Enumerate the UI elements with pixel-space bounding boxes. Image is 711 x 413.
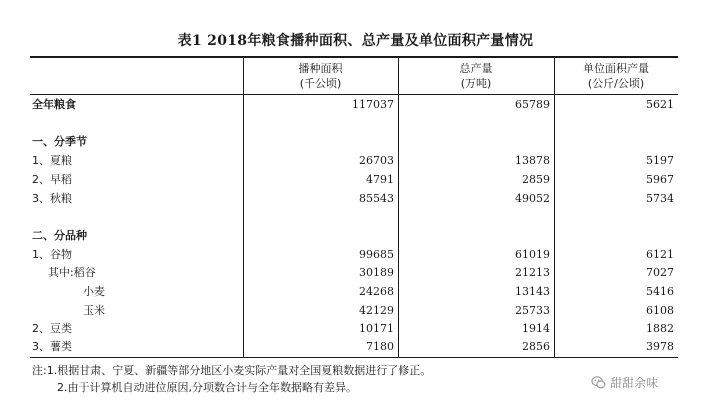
section-row [32, 227, 676, 245]
header-unit: (千公顷) [299, 77, 342, 90]
cell-total-output: 65789 [515, 98, 550, 111]
cell-yield: 1882 [646, 322, 674, 335]
table-row [32, 246, 676, 264]
section-label: 一、分季节 [32, 135, 87, 148]
cell-sown-area: 24268 [359, 285, 394, 298]
table-row [32, 302, 676, 320]
header-name: 播种面积 [298, 62, 343, 75]
cell-yield: 6121 [646, 248, 674, 261]
watermark [591, 374, 658, 391]
cell-sown-area: 30189 [359, 266, 394, 279]
row-label: 3、秋粮 [32, 192, 72, 205]
cell-total-output: 2859 [522, 173, 550, 186]
cell-yield: 5621 [646, 98, 674, 111]
cell-sown-area: 4791 [366, 173, 394, 186]
header-name: 总产量 [459, 62, 493, 75]
section-label: 二、分品种 [32, 229, 87, 242]
header-unit: (万吨) [460, 77, 492, 90]
cell-yield: 5197 [646, 154, 674, 167]
header-yield [554, 61, 678, 93]
header-unit: (公斤/公顷) [587, 77, 645, 90]
footnote-1: 注:1.根据甘肃、宁夏、新疆等部分地区小麦实际产量对全国夏粮数据进行了修正。 [32, 364, 432, 377]
top-rule [30, 56, 678, 58]
row-label: 玉米 [83, 304, 105, 317]
cell-sown-area: 42129 [359, 304, 394, 317]
table-row [32, 96, 676, 114]
header-rule [30, 94, 678, 95]
section-row [32, 133, 676, 151]
table-row [32, 283, 676, 301]
row-label: 全年粮食 [32, 98, 76, 111]
table-row [32, 338, 676, 356]
table-row [32, 190, 676, 208]
cell-total-output: 49052 [515, 192, 550, 205]
cell-yield: 7027 [646, 266, 674, 279]
cell-sown-area: 10171 [359, 322, 394, 335]
header-total-output [398, 61, 554, 93]
cell-total-output: 61019 [515, 248, 550, 261]
footnote-2: 2.由于计算机自动进位原因,分项数合计与全年数据略有差异。 [57, 381, 357, 394]
cell-sown-area: 85543 [359, 192, 394, 205]
wechat-icon [591, 375, 606, 390]
table-row [32, 264, 676, 282]
row-label: 2、早稻 [32, 173, 72, 186]
row-label: 1、谷物 [32, 248, 72, 261]
cell-yield: 5416 [646, 285, 674, 298]
cell-total-output: 1914 [522, 322, 550, 335]
row-label: 小麦 [83, 285, 105, 298]
row-label: 其中:稻谷 [48, 266, 96, 279]
bottom-rule [30, 357, 678, 358]
row-label: 2、豆类 [32, 322, 72, 335]
cell-total-output: 13143 [515, 285, 550, 298]
cell-yield: 5734 [646, 192, 674, 205]
table-row [32, 320, 676, 338]
header-name: 单位面积产量 [583, 62, 649, 75]
table-row [32, 171, 676, 189]
cell-total-output: 2856 [522, 340, 550, 353]
cell-sown-area: 7180 [366, 340, 394, 353]
cell-yield: 6108 [646, 304, 674, 317]
cell-total-output: 13878 [515, 154, 550, 167]
table-title: 表1 2018年粮食播种面积、总产量及单位面积产量情况 [177, 33, 534, 49]
cell-sown-area: 99685 [359, 248, 394, 261]
cell-yield: 3978 [646, 340, 674, 353]
table-row [32, 152, 676, 170]
row-label: 3、薯类 [32, 340, 72, 353]
row-label: 1、夏粮 [32, 154, 72, 167]
cell-total-output: 21213 [515, 266, 550, 279]
watermark-text: 甜甜余味 [610, 376, 659, 390]
cell-sown-area: 26703 [359, 154, 394, 167]
cell-yield: 5967 [646, 173, 674, 186]
header-sown-area [243, 61, 398, 93]
cell-sown-area: 117037 [352, 98, 394, 111]
cell-total-output: 25733 [515, 304, 550, 317]
